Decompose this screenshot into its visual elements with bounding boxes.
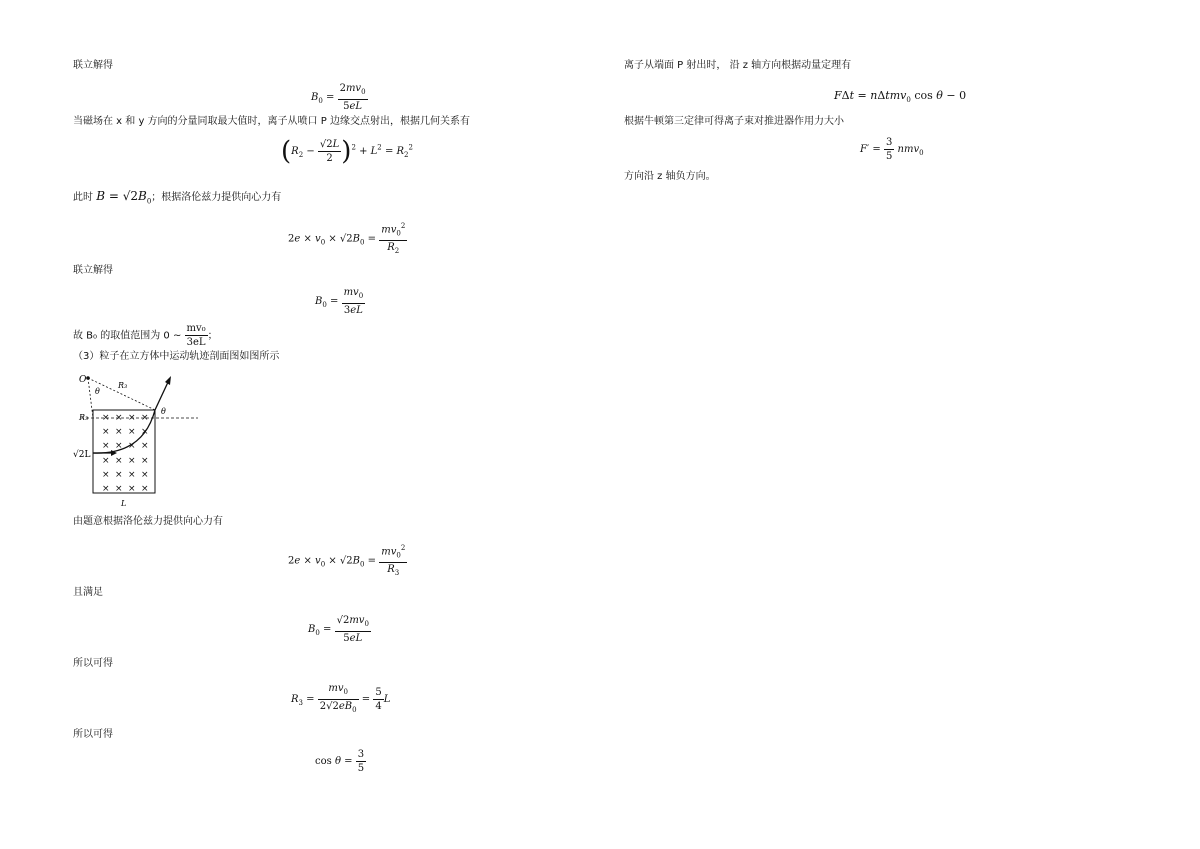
equation-geometry: ($R_2$ − $\frac{√2L}{2}$ )$^2 + L^2 = R_2^2$: [281, 136, 413, 167]
svg-text:×: ×: [102, 441, 110, 451]
equation-b0-3: $B_0$ = $\frac{√2mv_0}{5eL}$: [308, 615, 369, 644]
label-l: L: [121, 499, 127, 508]
label-sqrt2l: √2L: [73, 450, 91, 460]
svg-text:×: ×: [102, 456, 110, 466]
svg-text:×: ×: [141, 484, 149, 494]
equation-r3: $R_3$ = $\frac{mv_0}{2√2eB_0}$ = $\frac{5}{4}$ L: [291, 683, 391, 714]
equation-lorentz-2: $2e \times v_0 \times √2B_0$ = $\frac{mv_0^2}{R_3}$: [288, 544, 406, 578]
text-suoyi-2: 所以可得: [73, 729, 113, 740]
center-point: [86, 376, 90, 380]
svg-text:×: ×: [141, 427, 149, 437]
svg-text:×: ×: [115, 456, 123, 466]
svg-text:×: ×: [115, 427, 123, 437]
equation-b0-2: $B_0$ = $\frac{mv_0}{3eL}$: [315, 287, 364, 316]
svg-text:×: ×: [128, 470, 136, 480]
text-suoyi-1: 所以可得: [73, 658, 113, 669]
svg-text:×: ×: [128, 484, 136, 494]
svg-text:×: ×: [128, 456, 136, 466]
text-part3: （3）粒子在立方体中运动轨迹剖面图如图所示: [73, 351, 280, 362]
exit-arrowhead: [165, 376, 171, 385]
text-condition: 当磁场在 x 和 y 方向的分量同取最大值时，离子从喷口 P 边缘交点射出，根据几何关系有: [73, 116, 470, 127]
svg-text:×: ×: [115, 470, 123, 480]
svg-text:×: ×: [102, 484, 110, 494]
label-theta-1: θ: [95, 387, 100, 396]
svg-text:×: ×: [115, 484, 123, 494]
svg-text:×: ×: [128, 427, 136, 437]
label-o: O: [79, 375, 87, 385]
text-cishi: 此时 $B = √2B_0$；根据洛伦兹力提供向心力有: [73, 189, 282, 206]
svg-text:×: ×: [141, 470, 149, 480]
svg-text:×: ×: [141, 413, 149, 423]
svg-text:×: ×: [102, 470, 110, 480]
text-range: 故 B₀ 的取值范围为 0 ~ $\frac{\text{mv₀}}{3eL}$ ；: [73, 323, 218, 348]
label-r3-top: R₃: [118, 381, 128, 390]
text-momentum: 离子从端面 P 射出时， 沿 z 轴方向根据动量定理有: [624, 60, 852, 71]
svg-text:×: ×: [141, 441, 149, 451]
text-lianli-1: 联立解得: [73, 60, 113, 71]
text-lianli-2: 联立解得: [73, 265, 113, 276]
vertical-dashed-line: [88, 378, 93, 418]
equation-cos-theta: cos θ = $\frac{3}{5}$: [315, 749, 365, 774]
label-theta-2: θ: [161, 407, 166, 416]
text-lorentz: 由题意根据洛伦兹力提供向心力有: [73, 516, 223, 527]
text-direction: 方向沿 z 轴负方向。: [624, 171, 716, 182]
equation-b0-1: $B_0$ = $\frac{2mv_0}{5eL}$: [311, 83, 366, 112]
text-newton: 根据牛顿第三定律可得离子束对推进器作用力大小: [624, 116, 844, 127]
svg-text:×: ×: [102, 427, 110, 437]
text-qiemanzu: 且满足: [73, 587, 103, 598]
trajectory-figure: [73, 370, 203, 510]
svg-text:×: ×: [128, 413, 136, 423]
label-r3-left: R₃: [79, 413, 89, 422]
equation-momentum: FΔt = nΔtmv$_0$ cos θ − 0: [834, 89, 967, 105]
svg-text:×: ×: [128, 441, 136, 451]
equation-force: F′ = $\frac{3}{5}$ nmv$_0$: [860, 137, 924, 162]
svg-text:×: ×: [115, 413, 123, 423]
equation-lorentz-1: $2e \times v_0 \times √2B_0$ = $\frac{mv_0^2}{R_2}$: [288, 222, 406, 256]
svg-text:×: ×: [141, 456, 149, 466]
svg-text:×: ×: [115, 441, 123, 451]
svg-text:×: ×: [102, 413, 110, 423]
